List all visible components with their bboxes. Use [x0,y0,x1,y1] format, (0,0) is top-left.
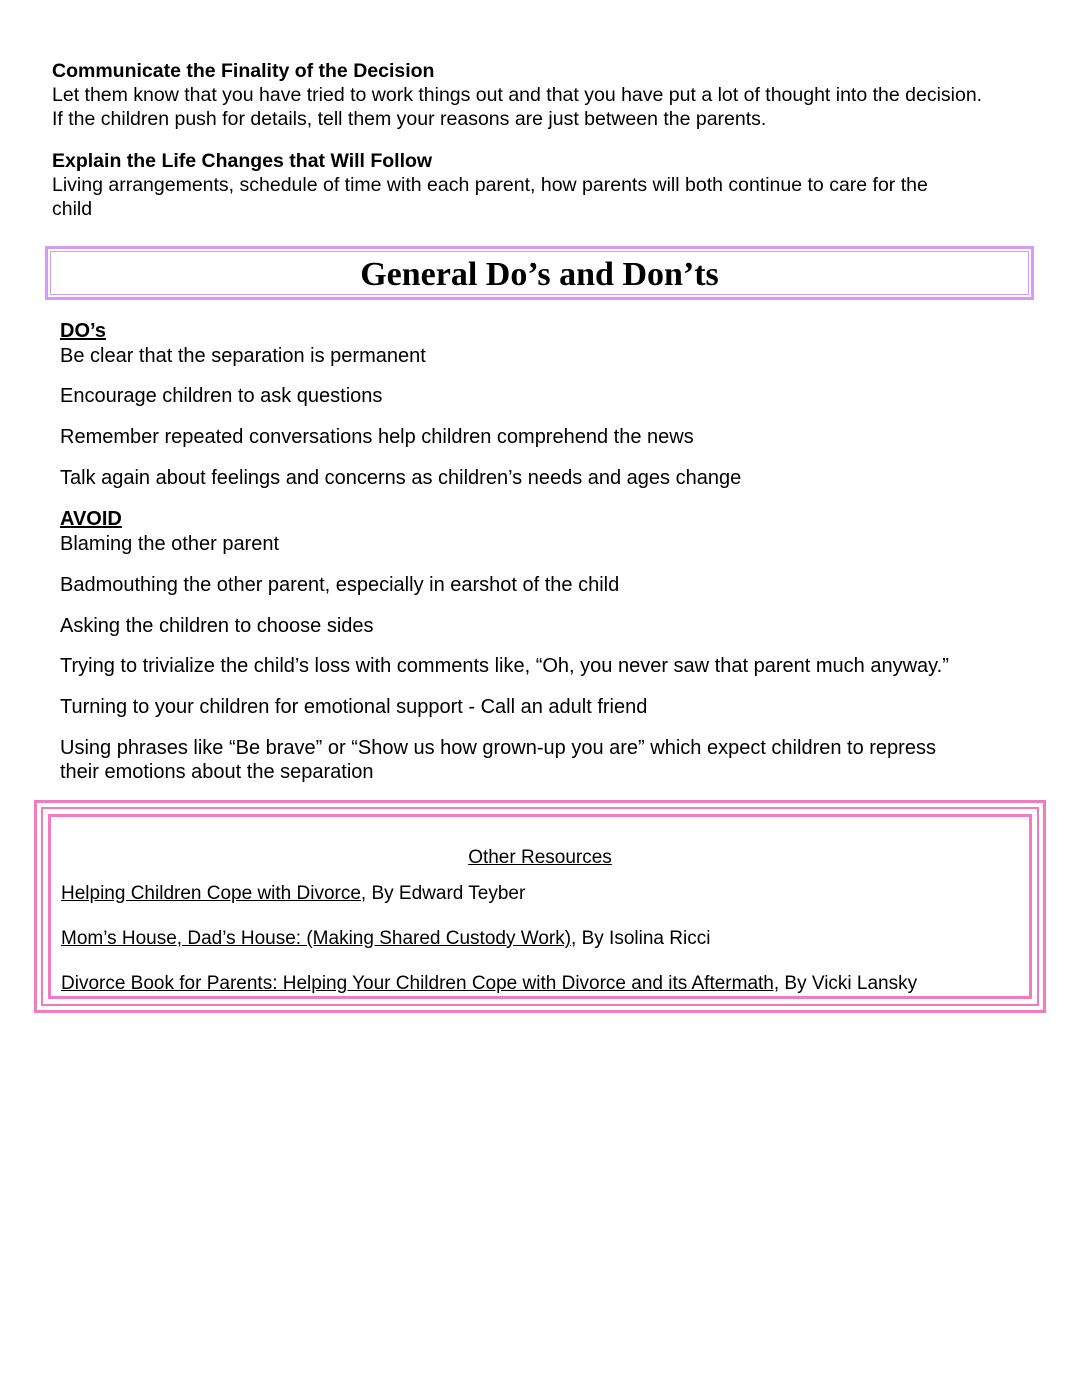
section-life-changes [52,149,1032,221]
dos-heading: DO’s [60,320,106,342]
resource-item [61,882,525,906]
resource-book-title: Divorce Book for Parents: Helping Your Children Cope with Divorce and its Aftermath, [61,973,780,994]
resource-item [61,972,917,996]
resources-box-border [41,807,1039,1006]
avoid-item: Asking the children to choose sides [60,615,374,637]
section-heading: Explain the Life Changes that Will Follow [52,150,433,172]
dos-item: Remember repeated conversations help children comprehend the news [60,426,694,448]
resources-heading: Other Resources [468,847,612,868]
title-box [45,246,1034,300]
avoid-item: Turning to your children for emotional support - Call an adult friend [60,696,648,718]
avoid-heading: AVOID [60,508,122,530]
section-text-line: Living arrangements, schedule of time with each parent, how parents will both continue to care for the [52,174,928,196]
resource-author: , By Edward Teyber [360,883,526,904]
dos-item: Talk again about feelings and concerns as children’s needs and ages change [60,467,742,489]
resource-author: , By Isolina Ricci [571,928,711,949]
page-title: General Do’s and Don’ts [360,256,719,293]
avoid-item: Trying to trivialize the child’s loss with comments like, “Oh, you never saw that parent much anyway.” [60,655,949,677]
section-text-line: If the children push for details, tell them your reasons are just between the parents. [52,108,767,130]
resource-book-title: Helping Children Cope with Divorce [61,883,361,904]
section-heading: Communicate the Finality of the Decision [52,60,435,82]
section-finality [52,59,1032,131]
resource-item [61,927,710,951]
resource-book-title: Mom’s House, Dad’s House: (Making Shared Custody Work) [61,928,572,949]
avoid-item: Badmouthing the other parent, especially in earshot of the child [60,574,620,596]
dos-item: Be clear that the separation is permanent [60,345,426,367]
resource-author: By Vicki Lansky [779,973,918,994]
dos-item: Encourage children to ask questions [60,385,383,407]
section-text-line: child [52,198,93,220]
avoid-item: Using phrases like “Be brave” or “Show us how grown-up you are” which expect children to repress [60,737,936,759]
avoid-item: Blaming the other parent [60,533,280,555]
avoid-item: their emotions about the separation [60,761,374,783]
section-text-line: Let them know that you have tried to work things out and that you have put a lot of thought into the decision. [52,84,983,106]
resources-box [34,800,1046,1013]
resources-box-inner [48,814,1032,999]
